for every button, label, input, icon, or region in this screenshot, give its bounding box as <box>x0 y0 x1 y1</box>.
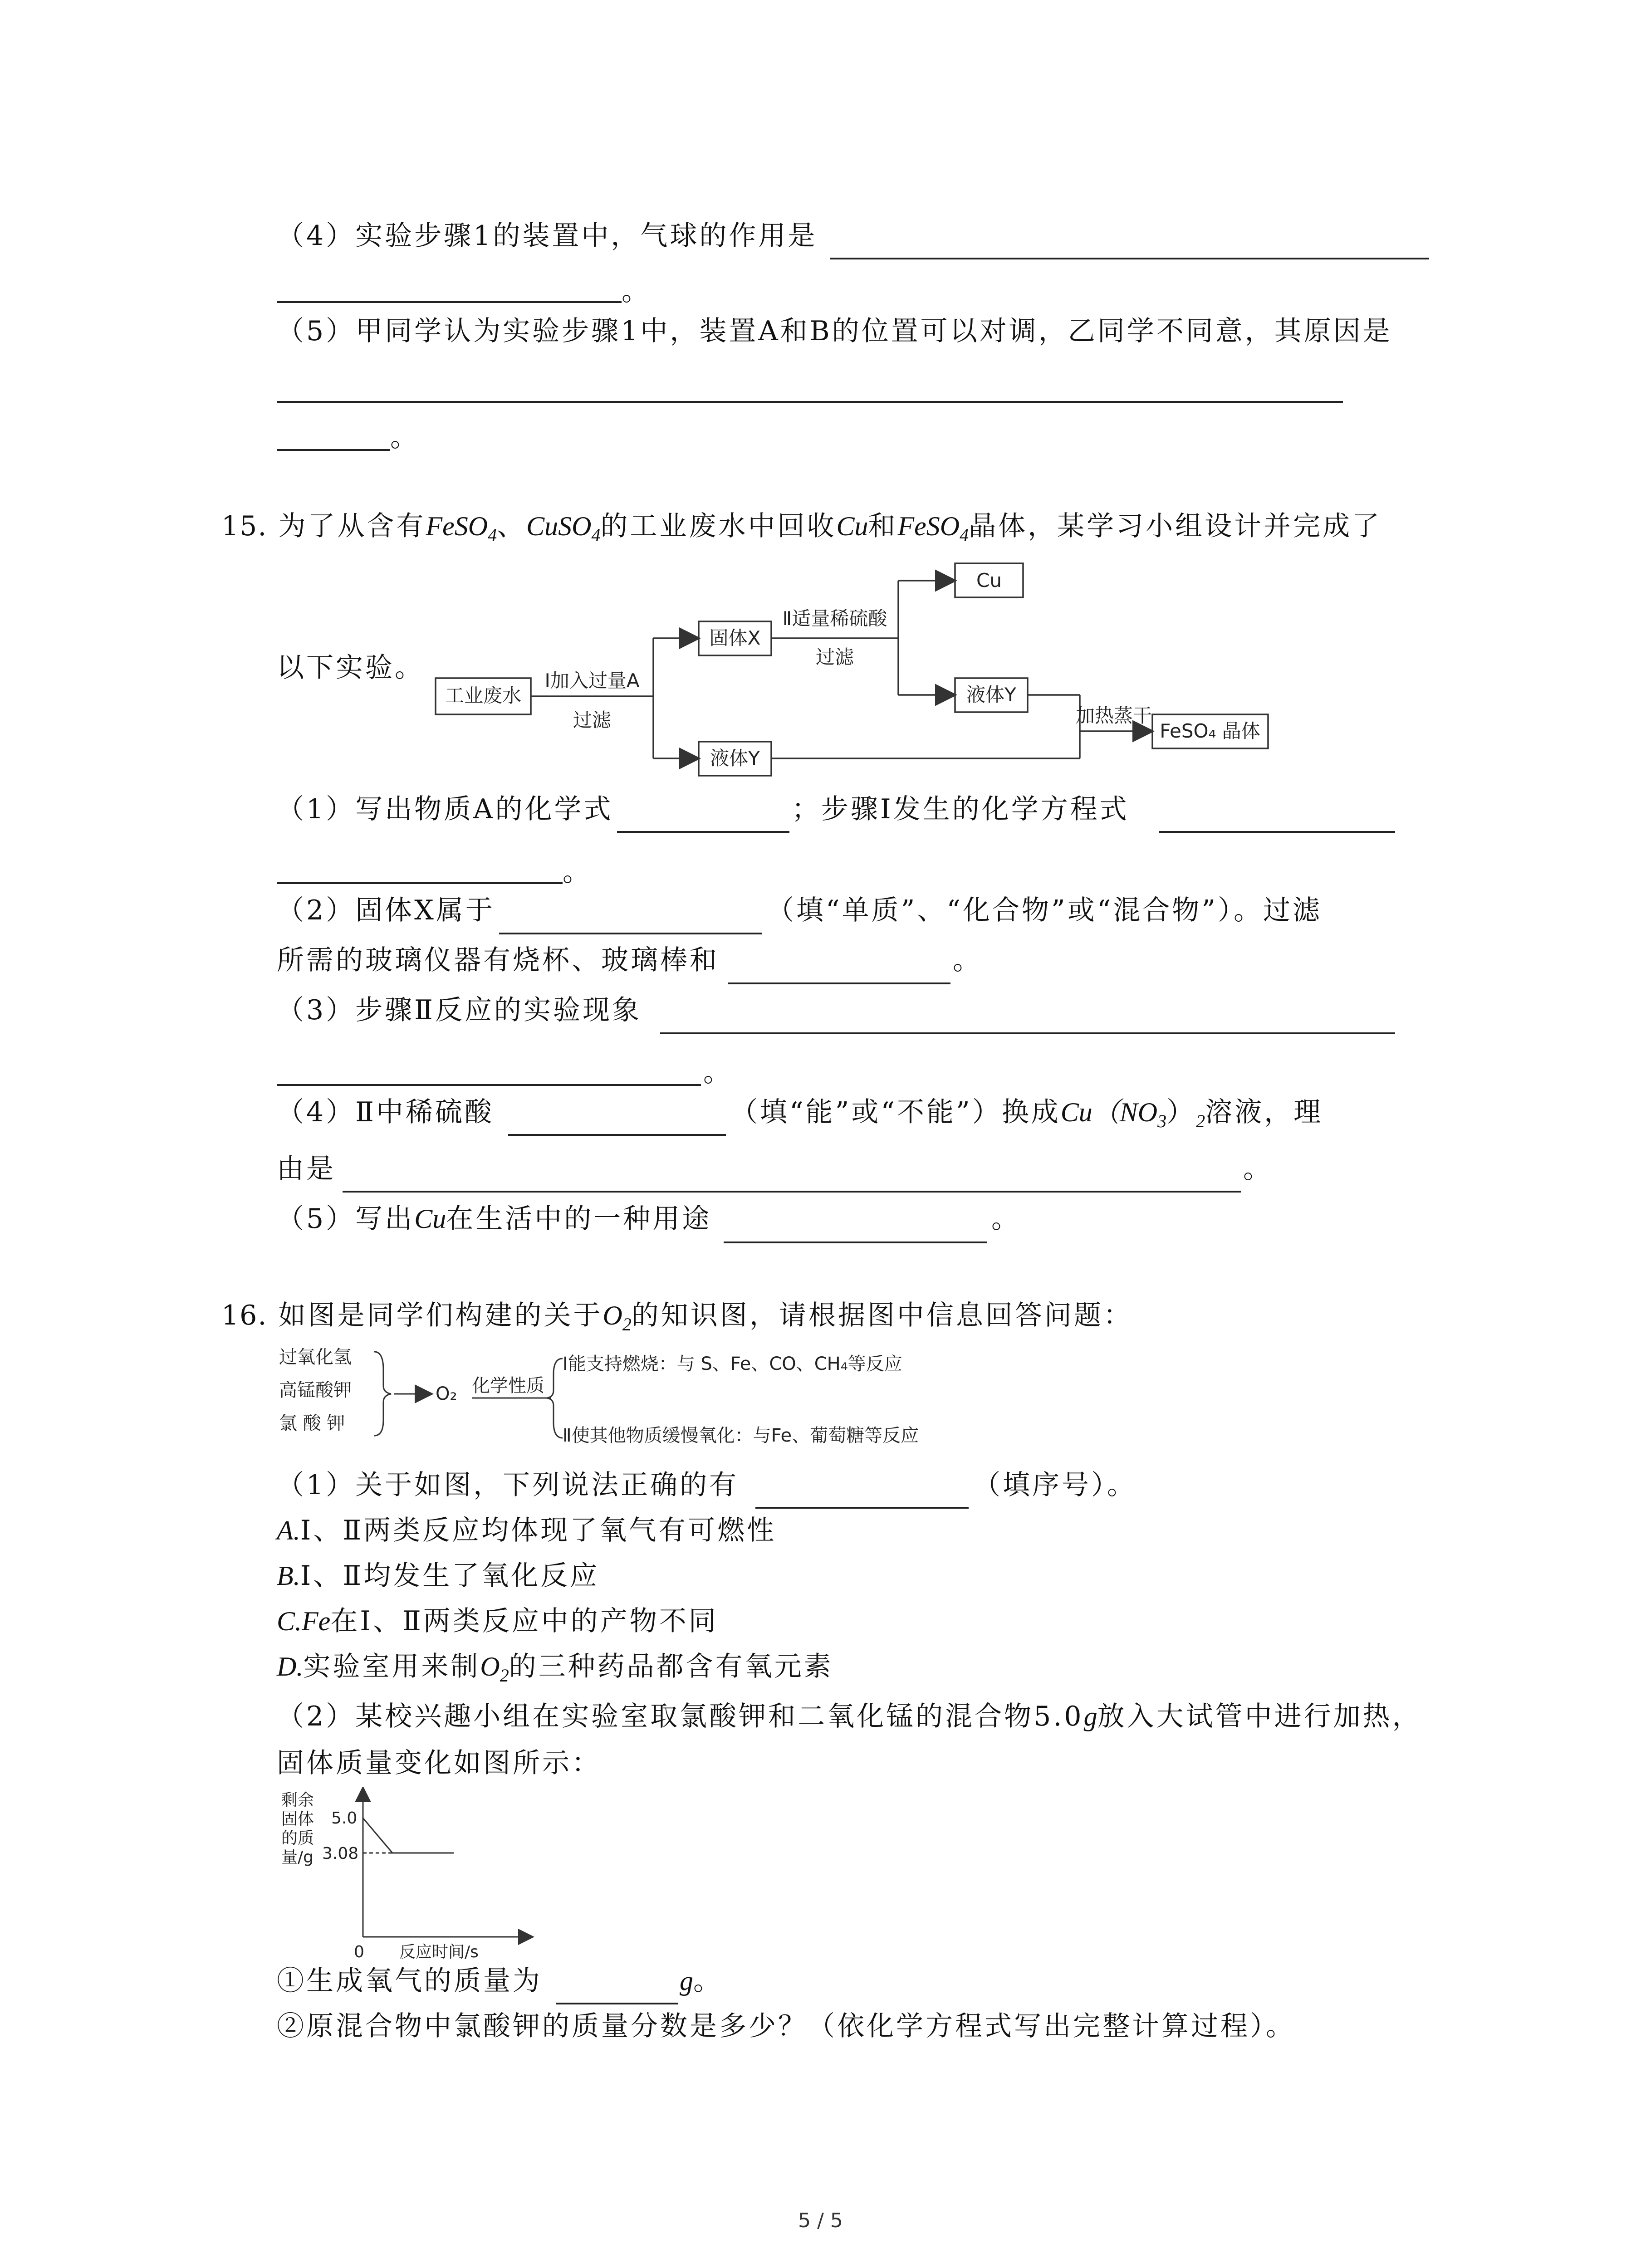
flow-label-solidx: 固体X <box>709 627 761 649</box>
map-right-brace <box>547 1359 563 1438</box>
map-left-brace <box>374 1352 391 1436</box>
map-reagent-3: 氯 酸 钾 <box>279 1413 345 1434</box>
q15-part4: （4）Ⅱ中稀硫酸 <box>277 1096 494 1128</box>
chart-ytick-308: 3.08 <box>322 1844 359 1863</box>
q15-part4b: （填“能”或“不能”）换成$Cu(NO_3)_2$溶液，理 <box>730 1096 1323 1131</box>
map-branch-2: Ⅱ使其他物质缓慢氧化：与Fe、葡萄糖等反应 <box>563 1425 919 1446</box>
flow-label-waste: 工业废水 <box>445 684 522 707</box>
q16-number: 16. <box>221 1300 268 1331</box>
q16-step1-unit: g。 <box>680 1965 723 1997</box>
q16-intro: 16. 如图是同学们构建的关于$O_2$的知识图，请根据图中信息回答问题： <box>221 1300 1133 1334</box>
q15-part3-blank-b <box>277 1084 701 1086</box>
chart-mass-line <box>363 1818 454 1853</box>
chart-ylabel-1: 剩余 <box>281 1791 314 1809</box>
q15-part2b: （填“单质”、“化合物”或“混合物”）。过滤 <box>767 894 1323 926</box>
flow-label-filter2: 过滤 <box>815 646 854 668</box>
q15-part4-blank-b <box>343 1191 1241 1193</box>
q15-part2-end: 。 <box>953 944 982 976</box>
flow-label-liquidy2: 液体Y <box>966 684 1016 706</box>
q15-part2: （2）固体X属于 <box>277 894 495 926</box>
q16-part1-blank <box>755 1507 969 1509</box>
q16-option-b: B.Ⅰ、Ⅱ均发生了氧化反应 <box>277 1560 600 1592</box>
flow-label-heat: 加热蒸干 <box>1075 704 1152 727</box>
q14-part4-end: 。 <box>622 275 651 307</box>
flow-label-step1: Ⅰ加入过量A <box>544 670 640 692</box>
q15-part1-end: 。 <box>563 856 592 888</box>
chart-ylabel-2: 固体 <box>281 1810 314 1828</box>
q14-part5-answer-line <box>277 401 1343 403</box>
q15-part1-blank-b <box>1159 831 1395 833</box>
chart-xlabel: 反应时间/s <box>399 1943 479 1961</box>
q16-knowledge-map <box>272 1343 998 1456</box>
q15-part4-blank-a <box>508 1134 726 1136</box>
q15-part3: （3）步骤Ⅱ反应的实验现象 <box>277 994 642 1026</box>
q14-part5-answer-line-2 <box>277 449 390 451</box>
q14-part5-text: （5）甲同学认为实验步骤1中，装置A和B的位置可以对调，乙同学不同意，其原因是 <box>277 315 1392 347</box>
q15-intro: 15. 为了从含有FeSO$_4$、CuSO$_4$的工业废水中回收Cu和FeSO$_4$晶体，某学习小组设计并完成了 <box>221 510 1382 545</box>
q16-mass-chart <box>272 1787 554 1969</box>
q16-step1-blank <box>556 2003 678 2004</box>
flow-label-filter1: 过滤 <box>573 709 612 731</box>
q15-part2c: 所需的玻璃仪器有烧杯、玻璃棒和 <box>277 944 719 976</box>
q14-part4: （4）实验步骤1的装置中，气球的作用是 <box>277 220 818 252</box>
q16-option-a: A.Ⅰ、Ⅱ两类反应均体现了氧气有可燃性 <box>277 1515 777 1546</box>
q14-part4-answer-line <box>830 258 1429 259</box>
flow-label-cu: Cu <box>976 569 1002 591</box>
map-o2: O₂ <box>436 1383 457 1404</box>
q15-part3-end: 。 <box>703 1056 733 1088</box>
q16-part2: （2）某校兴趣小组在实验室取氯酸钾和二氧化锰的混合物5.0g放入大试管中进行加热， <box>277 1701 1422 1732</box>
map-chem-prop: 化学性质 <box>472 1375 544 1396</box>
q15-part5-end: 。 <box>991 1203 1021 1235</box>
chart-origin: 0 <box>354 1943 364 1961</box>
flow-label-step2: Ⅱ适量稀硫酸 <box>782 607 887 630</box>
q15-number: 15. <box>221 510 268 542</box>
q16-part1b: （填序号）。 <box>973 1469 1136 1501</box>
map-reagent-2: 高锰酸钾 <box>279 1380 352 1401</box>
q15-part5-blank <box>724 1242 987 1243</box>
flow-label-product: FeSO₄ 晶体 <box>1160 720 1260 742</box>
q15-flow-diagram <box>426 558 1288 794</box>
q15-intro-line2: 以下实验。 <box>277 652 424 684</box>
q15-part3-blank-a <box>660 1032 1395 1034</box>
q16-step2: ②原混合物中氯酸钾的质量分数是多少？（依化学方程式写出完整计算过程）。 <box>277 2010 1295 2042</box>
map-reagent-1: 过氧化氢 <box>279 1347 352 1368</box>
q15-part1-blank-a <box>617 831 789 833</box>
q15-part4-end: 。 <box>1243 1153 1273 1185</box>
page-number: 5 / 5 <box>798 2209 843 2232</box>
q14-part5 <box>277 312 1392 350</box>
q14-part5-end: 。 <box>390 421 420 453</box>
q14-part4-answer-line-2 <box>277 301 622 303</box>
flow-label-liquidy1: 液体Y <box>710 747 760 769</box>
q16-part2c: 固体质量变化如图所示： <box>277 1747 601 1779</box>
q16-option-c: C.Fe在Ⅰ、Ⅱ两类反应中的产物不同 <box>277 1605 718 1637</box>
chart-ylabel-3: 的质 <box>281 1829 314 1848</box>
q15-part5: （5）写出Cu在生活中的一种用途 <box>277 1203 712 1235</box>
q16-option-d: D.实验室用来制$O_2$的三种药品都含有氧元素 <box>277 1651 833 1686</box>
q15-part1b: ；步骤Ⅰ发生的化学方程式 <box>792 793 1129 825</box>
q15-part1: （1）写出物质A的化学式 <box>277 793 613 825</box>
chart-ytick-5: 5.0 <box>331 1809 358 1828</box>
q15-part4d: 由是 <box>277 1153 336 1185</box>
q16-part1: （1）关于如图，下列说法正确的有 <box>277 1469 739 1501</box>
q15-part2-blank-b <box>728 982 950 984</box>
chart-ylabel-4: 量/g <box>281 1848 314 1867</box>
q16-step1: ①生成氧气的质量为 <box>277 1965 542 1997</box>
q15-part2-blank-a <box>499 933 762 934</box>
map-branch-1: Ⅰ能支持燃烧：与 S、Fe、CO、CH₄等反应 <box>563 1354 902 1374</box>
q15-part1-blank-c <box>277 882 563 884</box>
